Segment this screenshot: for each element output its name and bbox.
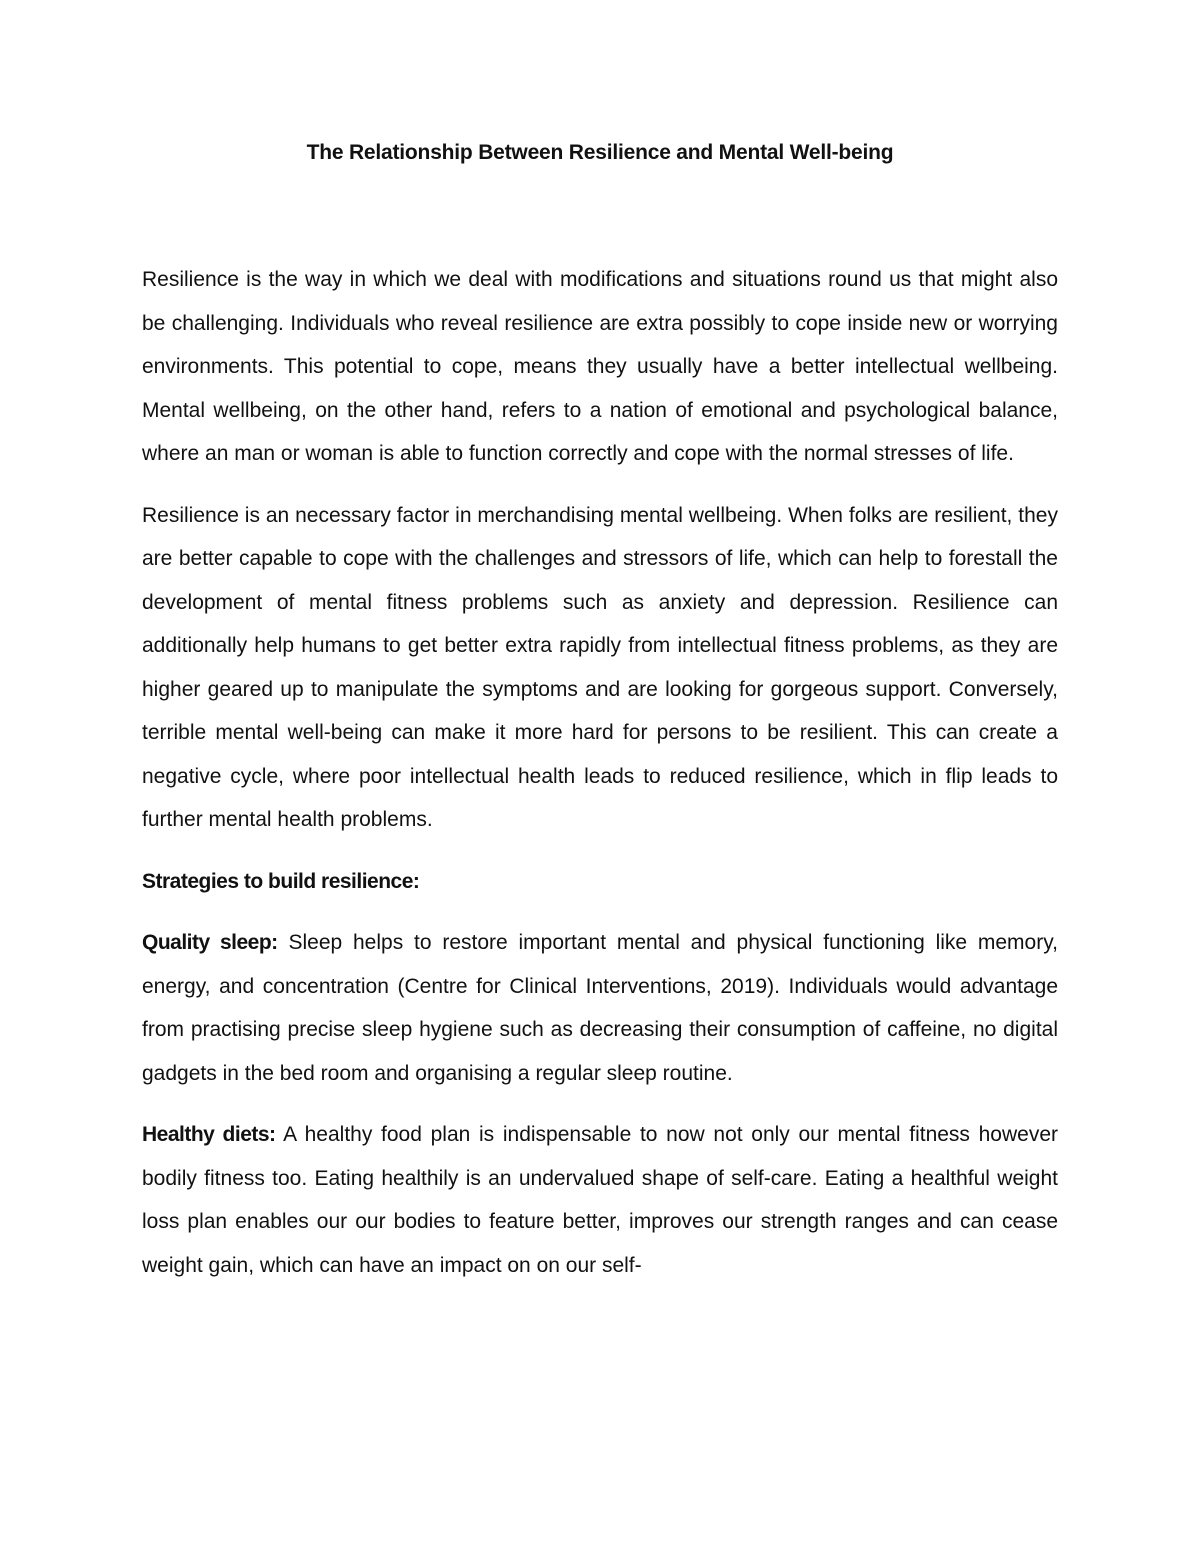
document-title: The Relationship Between Resilience and Mental Well-being [306, 141, 894, 164]
document-body [142, 258, 1058, 1287]
paragraph-resilience-wellbeing: Resilience is an necessary factor in merchandising mental wellbeing. When folks are resilient, they are better capable to cope with the challenges and stressors of life, which can help to forestall the development of mental fitness problems such as anxiety and depression. Resilience can additionally help humans to get better extra rapidly from intellectual fitness problems, as they are higher geared up to manipulate the symptoms and are looking for gorgeous support. Conversely, terrible mental well-being can make it more hard for persons to be resilient. This can create a negative cycle, where poor intellectual health leads to reduced resilience, which in flip leads to further mental health problems. [142, 503, 1058, 831]
strategies-heading: Strategies to build resilience: [142, 869, 420, 893]
paragraph-quality-sleep [142, 921, 1058, 1095]
quality-sleep-text: Sleep helps to restore important mental and physical functioning like memory, energy, and concentration (Centre for Clinical Interventions, 2019). Individuals would advantage from practising precise sleep hygiene such as decreasing their consumption of caffeine, no digital gadgets in the bed room and organising a regular sleep routine. [142, 931, 1058, 1085]
healthy-diets-label: Healthy diets: [142, 1123, 276, 1146]
quality-sleep-label: Quality sleep: [142, 931, 278, 954]
healthy-diets-text: A healthy food plan is indispensable to now not only our mental fitness however bodily fitness too. Eating healthily is an undervalued shape of self-care. Eating a healthful weight loss plan enables our our bodies to feature better, improves our strength ranges and can cease weight gain, which can have an impact on on our self- [142, 1123, 1059, 1277]
paragraph-healthy-diets [142, 1113, 1058, 1287]
paragraph-resilience-definition: Resilience is the way in which we deal with modifications and situations round us that might also be challenging. Individuals who reveal resilience are extra possibly to cope inside new or worrying environments. This potential to cope, means they usually have a better intellectual wellbeing. Mental wellbeing, on the other hand, refers to a nation of emotional and psychological balance, where an man or woman is able to function correctly and cope with the normal stresses of life. [142, 268, 1058, 465]
